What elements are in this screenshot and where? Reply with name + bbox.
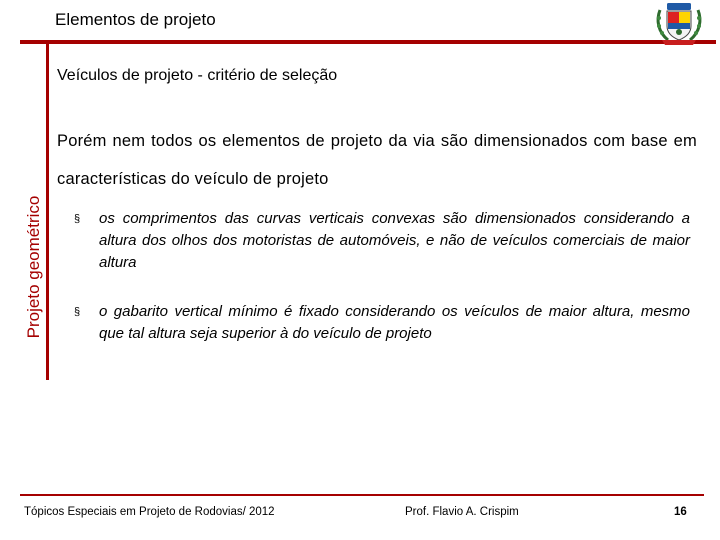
footer-author: Prof. Flavio A. Crispim <box>405 506 519 518</box>
slide-subtitle: Veículos de projeto - critério de seleção <box>57 67 338 84</box>
footer-divider <box>20 494 704 496</box>
bullet-item <box>74 301 690 345</box>
bullet-marker: § <box>74 306 81 318</box>
institution-crest-icon <box>652 0 706 46</box>
bullet-text: os comprimentos das curvas verticais convexas são dimensionados considerando a altura dos olhos dos motoristas de automóveis, e não de veículos comerciais de maior altura <box>99 210 690 271</box>
footer-course: Tópicos Especiais em Projeto de Rodovias/ 2012 <box>24 506 275 518</box>
header-divider <box>20 40 716 44</box>
bullet-item <box>74 208 690 274</box>
sidebar-label: Projeto geométrico <box>24 195 43 339</box>
bullet-text: o gabarito vertical mínimo é fixado considerando os veículos de maior altura, mesmo que tal altura seja superior à do veículo de projeto <box>99 303 690 342</box>
page-number: 16 <box>674 506 687 518</box>
bullet-marker: § <box>74 213 81 225</box>
header-title: Elementos de projeto <box>55 10 216 29</box>
bullet-list <box>74 208 690 372</box>
sidebar-divider <box>46 40 49 380</box>
intro-paragraph: Porém nem todos os elementos de projeto da via são dimensionados com base em características do veículo de projeto <box>57 132 697 188</box>
